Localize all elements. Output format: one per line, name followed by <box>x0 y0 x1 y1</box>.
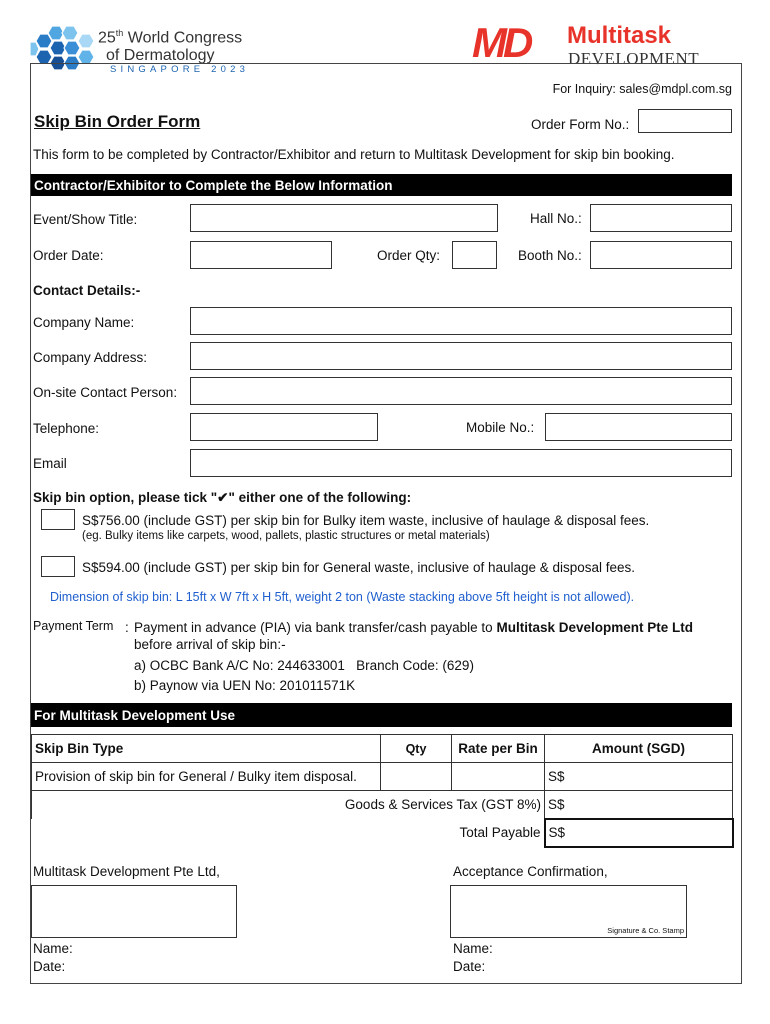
skip-bin-option-heading: Skip bin option, please tick "✔" either one of the following: <box>33 490 412 505</box>
hall-no-field[interactable] <box>590 204 732 232</box>
row-provision-amount[interactable] <box>545 763 733 791</box>
col-skip-bin-type: Skip Bin Type <box>32 735 381 763</box>
mobile-no-label: Mobile No.: <box>466 420 535 435</box>
order-date-field[interactable] <box>190 241 332 269</box>
payment-paynow: b) Paynow via UEN No: 201011571K <box>134 678 356 693</box>
company-signature-box[interactable] <box>31 885 237 938</box>
email-label: Email <box>33 456 67 471</box>
email-field[interactable] <box>190 449 732 477</box>
gst-label: Goods & Services Tax (GST 8%) <box>32 791 545 819</box>
onsite-contact-label: On-site Contact Person: <box>33 385 178 400</box>
event-title-label: Event/Show Title: <box>33 212 138 227</box>
dimension-text: Dimension of skip bin: L 15ft x W 7ft x H 5ft, weight 2 ton (Waste stacking above 5ft height is not allowed). <box>50 590 635 604</box>
booth-no-field[interactable] <box>590 241 732 269</box>
total-payable-label: Total Payable <box>32 819 545 847</box>
event-title-field[interactable] <box>190 204 498 232</box>
payment-line2: before arrival of skip bin:- <box>134 637 286 652</box>
col-qty: Qty <box>381 735 452 763</box>
company-address-label: Company Address: <box>33 350 148 365</box>
billing-table <box>31 734 734 848</box>
company-logo-sub: DEVELOPMENT <box>568 49 700 68</box>
mobile-no-field[interactable] <box>545 413 732 441</box>
currency-label: S$ <box>548 769 565 784</box>
option1-text: S$756.00 (include GST) per skip bin for Bulky item waste, inclusive of haulage & disposal fees. <box>82 513 650 528</box>
company-logo-main: Multitask <box>567 22 672 49</box>
company-name-label: Company Name: <box>33 315 135 330</box>
order-form-no-field[interactable] <box>638 109 732 133</box>
acceptance-title: Acceptance Confirmation, <box>453 864 608 879</box>
congress-location: SINGAPORE 2023 <box>110 64 250 75</box>
row-provision-desc: Provision of skip bin for General / Bulky item disposal. <box>32 763 381 791</box>
section-contractor-header: Contractor/Exhibitor to Complete the Below Information <box>31 174 732 196</box>
gst-amount[interactable] <box>545 791 733 819</box>
left-date-label: Date: <box>33 959 66 974</box>
currency-label: S$ <box>548 796 565 812</box>
option2-checkbox[interactable] <box>41 556 75 577</box>
congress-title: 25th World Congress of Dermatology <box>98 28 243 65</box>
contact-details-label: Contact Details:- <box>33 283 141 298</box>
left-name-label: Name: <box>33 941 73 956</box>
company-name-field[interactable] <box>190 307 732 335</box>
order-qty-label: Order Qty: <box>377 248 441 263</box>
booth-no-label: Booth No.: <box>518 248 582 263</box>
row-provision-rate[interactable] <box>452 763 545 791</box>
form-title: Skip Bin Order Form <box>34 112 201 131</box>
payment-bank: a) OCBC Bank A/C No: 244633001 Branch Code: (629) <box>134 658 474 673</box>
telephone-label: Telephone: <box>33 421 100 436</box>
option2-text: S$594.00 (include GST) per skip bin for General waste, inclusive of haulage & disposal fees. <box>82 560 636 575</box>
company-address-field[interactable] <box>190 342 732 370</box>
option1-note: (eg. Bulky items like carpets, wood, pallets, plastic structures or metal materials) <box>82 530 490 542</box>
telephone-field[interactable] <box>190 413 378 441</box>
order-form-no-label: Order Form No.: <box>531 117 630 132</box>
inquiry-text: For Inquiry: sales@mdpl.com.sg <box>552 82 732 96</box>
payment-line1 <box>134 620 693 635</box>
right-date-label: Date: <box>453 959 486 974</box>
order-qty-field[interactable] <box>452 241 497 269</box>
payment-payee: Multitask Development Pte Ltd <box>496 620 693 635</box>
payment-line1-text: Payment in advance (PIA) via bank transfer/cash payable to <box>134 620 497 635</box>
section-office-use-header: For Multitask Development Use <box>31 703 732 727</box>
option1-checkbox[interactable] <box>41 509 75 530</box>
signoff-company: Multitask Development Pte Ltd, <box>33 864 220 879</box>
hall-no-label: Hall No.: <box>530 211 582 226</box>
col-rate-per-bin: Rate per Bin <box>452 735 545 763</box>
right-name-label: Name: <box>453 941 493 956</box>
col-amount: Amount (SGD) <box>545 735 733 763</box>
currency-label: S$ <box>548 825 566 840</box>
client-signature-box[interactable] <box>450 885 687 938</box>
total-payable-amount[interactable] <box>545 819 733 847</box>
signature-stamp-note: Signature & Co. Stamp <box>607 926 684 935</box>
row-provision-qty[interactable] <box>381 763 452 791</box>
order-date-label: Order Date: <box>33 248 104 263</box>
payment-term-label: Payment Term <box>33 619 114 633</box>
onsite-contact-field[interactable] <box>190 377 732 405</box>
payment-colon: : <box>125 620 129 635</box>
company-logo-mark: MD <box>472 19 530 66</box>
intro-text: This form to be completed by Contractor/Exhibitor and return to Multitask Development for skip bin booking. <box>33 147 675 162</box>
